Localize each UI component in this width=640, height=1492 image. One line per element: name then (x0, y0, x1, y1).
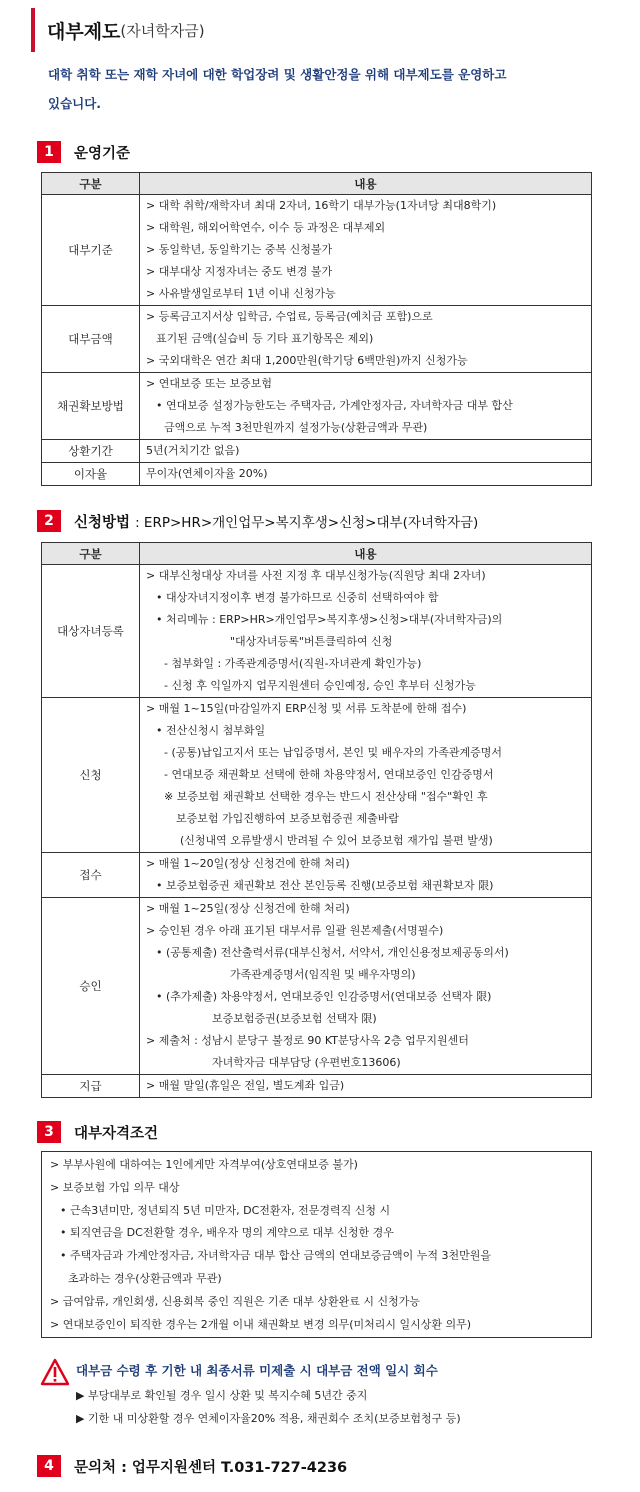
content-line: > 매월 말일(휴일은 전일, 별도계좌 입금) (146, 1079, 345, 1092)
row-label: 상환기간 (42, 440, 140, 463)
erp-menu-path: : ERP>HR>개인업무>복지후생>신청>대부(자녀학자금) (135, 514, 479, 531)
intro-line: 대학 취학 또는 재학 자녀에 대한 학업장려 및 생활안정을 위해 대부제도를 운영하고 (48, 67, 507, 82)
row-label: 지급 (42, 1075, 140, 1098)
warning-triangle-icon (40, 1358, 70, 1386)
table-row (42, 373, 592, 440)
table-row (42, 463, 592, 486)
section-title (74, 511, 478, 532)
contact-info: 문의처 : 업무지원센터 T.031-727-4236 (74, 1459, 348, 1476)
row-content (140, 440, 592, 463)
section-number-badge: 1 (37, 141, 61, 163)
row-label: 접수 (42, 853, 140, 898)
content-line: 무이자(연체이자율 20%) (146, 467, 268, 480)
table-row (42, 195, 592, 306)
content-line: ※ 보증보험 채권확보 선택한 경우는 반드시 전산상태 "접수"확인 후 (164, 790, 488, 803)
table-row (42, 565, 592, 698)
section-2-heading (37, 510, 478, 532)
table-row (42, 898, 592, 1075)
content-line: 보증보험증권(보증보험 선택자 限) (212, 1012, 377, 1025)
content-line: 표기된 금액(실습비 등 기타 표기항목은 제외) (156, 332, 374, 345)
eligibility-line: > 부부사원에 대하여는 1인에게만 자격부여(상호연대보증 불가) (50, 1158, 358, 1171)
page-title-main: 대부제도 (47, 20, 121, 43)
content-line: > 매월 1~15일(마감일까지 ERP신청 및 서류 도착분에 한해 접수) (146, 702, 467, 715)
content-line: > 국외대학은 연간 최대 1,200만원(학기당 6백만원)까지 신청가능 (146, 354, 468, 367)
row-label: 승인 (42, 898, 140, 1075)
table-header-row (42, 173, 592, 195)
content-line: 자녀학자금 대부담당 (우편번호13606) (212, 1056, 401, 1069)
section-title: 운영기준 (74, 145, 131, 162)
content-line: 금액으로 누적 3천만원까지 설정가능(상환금액과 무관) (164, 421, 428, 434)
eligibility-line: > 급여압류, 개인회생, 신용회복 중인 직원은 기존 대부 상환완료 시 신청가능 (50, 1294, 420, 1308)
table-header-row (42, 543, 592, 565)
content-line: > 제출처 : 성남시 분당구 불정로 90 KT분당사옥 2층 업무지원센터 (146, 1034, 469, 1047)
content-line: • (공통제출) 전산출력서류(대부신청서, 서약서, 개인신용정보제공동의서) (156, 946, 509, 959)
row-content (140, 463, 592, 486)
content-line: > 등록금고지서상 입학금, 수업료, 등록금(예치금 포함)으로 (146, 310, 433, 323)
row-content (140, 853, 592, 898)
section-3-heading (37, 1121, 158, 1143)
criteria-table (41, 172, 592, 486)
content-line: • 보증보험증권 채권확보 전산 본인등록 진행(보증보험 채권확보자 限) (156, 879, 494, 892)
row-content (140, 195, 592, 306)
section-4-heading (37, 1455, 347, 1477)
section-number-badge: 3 (37, 1121, 61, 1143)
table-row (42, 698, 592, 853)
section-title: 대부자격조건 (74, 1125, 159, 1142)
page-title (31, 8, 205, 52)
eligibility-box (41, 1151, 592, 1338)
section-number-badge: 4 (37, 1455, 61, 1477)
row-label: 신청 (42, 698, 140, 853)
col-header-content: 내용 (140, 543, 592, 565)
row-label: 대부기준 (42, 195, 140, 306)
content-line: - 첨부화일 : 가족관계증명서(직원-자녀관계 확인가능) (164, 657, 422, 670)
content-line: (신청내역 오류발생시 반려될 수 있어 보증보험 재가입 불편 발생) (180, 834, 493, 847)
eligibility-line: > 보증보험 가입 의무 대상 (50, 1180, 180, 1194)
row-label: 채권확보방법 (42, 373, 140, 440)
row-content (140, 698, 592, 853)
row-label: 대부금액 (42, 306, 140, 373)
page-title-sub: (자녀학자금) (120, 21, 205, 40)
content-line: > 대학원, 해외어학연수, 이수 등 과정은 대부제외 (146, 221, 386, 234)
application-table (41, 542, 592, 1098)
section-title-text: 신청방법 (74, 514, 131, 531)
section-1-heading (37, 141, 130, 163)
row-content (140, 565, 592, 698)
eligibility-line: 초과하는 경우(상환금액과 무관) (68, 1271, 222, 1285)
content-line: - (공통)납입고지서 또는 납입증명서, 본인 및 배우자의 가족관계증명서 (164, 746, 503, 759)
col-header-content: 내용 (140, 173, 592, 195)
row-content (140, 898, 592, 1075)
row-content (140, 1075, 592, 1098)
content-line: > 승인된 경우 아래 표기된 대부서류 일괄 원본제출(서명필수) (146, 924, 444, 937)
intro-text (48, 60, 603, 118)
content-line: "대상자녀등록"버튼클릭하여 신청 (230, 635, 393, 648)
content-line: > 대학 취학/재학자녀 최대 2자녀, 16학기 대부가능(1자녀당 최대8학기) (146, 199, 497, 212)
content-line: > 연대보증 또는 보증보험 (146, 377, 272, 390)
content-line: • (추가제출) 차용약정서, 연대보증인 인감증명서(연대보증 선택자 限) (156, 990, 492, 1003)
table-row (42, 853, 592, 898)
content-line: • 처리메뉴 : ERP>HR>개인업무>복지후생>신청>대부(자녀학자금)의 (156, 613, 503, 626)
eligibility-line: > 연대보증인이 퇴직한 경우는 2개월 이내 채권확보 변경 의무(미처리시 일시상환 의무) (50, 1317, 472, 1331)
content-line: • 대상자녀지정이후 변경 불가하므로 신중히 선택하여야 함 (156, 591, 439, 604)
col-header-category: 구분 (42, 543, 140, 565)
content-line: > 매월 1~20일(정상 신청건에 한해 처리) (146, 857, 350, 870)
col-header-category: 구분 (42, 173, 140, 195)
content-line: > 동일학년, 동일학기는 중복 신청불가 (146, 243, 333, 256)
content-line: > 매월 1~25일(정상 신청건에 한해 처리) (146, 902, 350, 915)
section-number-badge: 2 (37, 510, 61, 532)
content-line: • 전산신청시 첨부화일 (156, 724, 266, 737)
eligibility-line: • 퇴직연금을 DC전환할 경우, 배우자 명의 계약으로 대부 신청한 경우 (60, 1226, 394, 1240)
content-line: 5년(거치기간 없음) (146, 444, 240, 457)
content-line: - 신청 후 익일까지 업무지원센터 승인예정, 승인 후부터 신청가능 (164, 679, 476, 692)
eligibility-line: • 근속3년미만, 정년퇴직 5년 미만자, DC전환자, 전문경력직 신청 시 (60, 1203, 391, 1217)
content-line: - 연대보증 채권확보 선택에 한해 차용약정서, 연대보증인 인감증명서 (164, 768, 494, 781)
content-line: 가족관계증명서(임직원 및 배우자명의) (230, 968, 416, 981)
warning-item: ▶ 부당대부로 확인될 경우 일시 상환 및 복지수혜 5년간 중지 (76, 1389, 368, 1402)
content-line: > 대부대상 지정자녀는 중도 변경 불가 (146, 265, 333, 278)
warning-title: 대부금 수령 후 기한 내 최종서류 미제출 시 대부금 전액 일시 회수 (76, 1363, 438, 1378)
row-label: 이자율 (42, 463, 140, 486)
row-content (140, 373, 592, 440)
warning-item: ▶ 기한 내 미상환할 경우 연체이자율20% 적용, 채권회수 조치(보증보험청구 등) (76, 1412, 461, 1425)
content-line: > 대부신청대상 자녀를 사전 지정 후 대부신청가능(직원당 최대 2자녀) (146, 569, 486, 582)
content-line: > 사유발생일로부터 1년 이내 신청가능 (146, 287, 336, 300)
content-line: 보증보험 가입진행하여 보증보험증권 제출바람 (176, 812, 400, 825)
row-content (140, 306, 592, 373)
row-label: 대상자녀등록 (42, 565, 140, 698)
table-row (42, 440, 592, 463)
intro-line: 있습니다. (48, 96, 102, 111)
table-row (42, 306, 592, 373)
table-row (42, 1075, 592, 1098)
eligibility-line: • 주택자금과 가계안정자금, 자녀학자금 대부 합산 금액의 연대보증금액이 누적 3천만원을 (60, 1249, 491, 1263)
content-line: • 연대보증 설정가능한도는 주택자금, 가계안정자금, 자녀학자금 대부 합산 (156, 399, 513, 412)
